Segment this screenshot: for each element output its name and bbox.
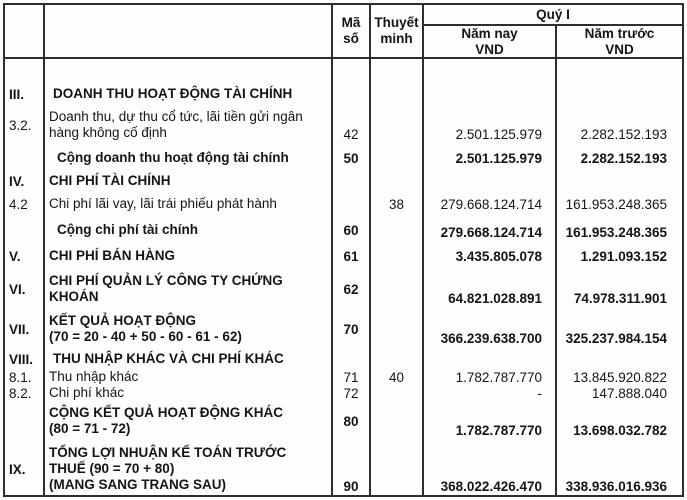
prior-year-currency: VND xyxy=(605,42,634,58)
thuyet-minh-cell xyxy=(371,385,424,401)
row-index: VI. xyxy=(5,269,45,309)
ma-so-cell: 72 xyxy=(333,385,371,401)
ma-so-cell: 60 xyxy=(333,217,371,243)
nam-truoc-cell: 13.845.920.822 xyxy=(573,369,667,385)
row-index: 4.2 xyxy=(5,191,45,217)
ma-so-cell: 71 xyxy=(333,369,371,385)
nam-nay-cell: 1.782.787.770 xyxy=(424,401,557,441)
description-cell: Chi phí lãi vay, lãi trái phiếu phát hành xyxy=(45,191,333,217)
nam-truoc-cell: 1.291.093.152 xyxy=(580,248,667,264)
description-cell: CHI PHÍ TÀI CHÍNH xyxy=(45,171,333,191)
nam-nay-cell: 368.022.426.470 xyxy=(424,441,557,497)
header-prior-year xyxy=(557,26,682,58)
ma-so-cell: 70 xyxy=(333,309,371,349)
header-quarter-label: Quý I xyxy=(424,5,682,26)
header-note-column: Thuyết minh xyxy=(371,5,424,57)
table-row xyxy=(5,269,682,309)
description-cell: CỘNG KẾT QUẢ HOẠT ĐỘNG KHÁC (80 = 71 - 72) xyxy=(45,401,333,441)
nam-truoc-cell xyxy=(557,83,682,105)
table-row xyxy=(5,369,682,385)
nam-truoc-cell: 338.936.016.936 xyxy=(565,479,667,494)
thuyet-minh-cell xyxy=(371,401,424,441)
nam-truoc-cell: 161.953.248.365 xyxy=(565,225,667,240)
description-cell: CHI PHÍ QUẢN LÝ CÔNG TY CHỨNG KHOÁN xyxy=(45,269,333,309)
ma-so-cell xyxy=(333,171,371,191)
description-cell: TỔNG LỢI NHUẬN KẾ TOÁN TRƯỚC THUẾ (90 = 70 + 80) (MANG SANG TRANG SAU) xyxy=(45,441,333,497)
thuyet-minh-cell: 38 xyxy=(371,191,424,217)
table-row xyxy=(5,401,682,441)
table-header xyxy=(5,5,682,59)
nam-nay-cell: 366.239.638.700 xyxy=(424,309,557,349)
description-cell: Doanh thu, dự thu cổ tức, lãi tiền gửi ngân hàng không cố định xyxy=(45,105,333,145)
description-cell: Chi phí khác xyxy=(45,385,333,401)
thuyet-minh-cell: 40 xyxy=(371,369,424,385)
nam-nay-cell: 279.668.124.714 xyxy=(424,191,557,217)
thuyet-minh-cell xyxy=(371,349,424,369)
ma-so-cell: 61 xyxy=(333,243,371,269)
table-row xyxy=(5,441,682,497)
nam-nay-cell: 3.435.805.078 xyxy=(424,243,557,269)
table-row xyxy=(5,385,682,401)
nam-nay-cell: 279.668.124.714 xyxy=(424,217,557,243)
header-empty-index xyxy=(5,5,45,57)
thuyet-minh-cell xyxy=(371,217,424,243)
nam-nay-cell xyxy=(424,349,557,369)
thuyet-minh-cell xyxy=(371,145,424,171)
header-code-column: Mã số xyxy=(333,5,371,57)
ma-so-cell: 62 xyxy=(333,269,371,309)
nam-nay-cell: 64.821.028.891 xyxy=(424,269,557,309)
description-cell: KẾT QUẢ HOẠT ĐỘNG (70 = 20 - 40 + 50 - 60 - 61 - 62) xyxy=(45,309,333,349)
thuyet-minh-cell xyxy=(371,83,424,105)
row-index xyxy=(5,217,45,243)
ma-so-cell: 90 xyxy=(333,441,371,497)
table-row xyxy=(5,349,682,369)
income-statement-table xyxy=(3,3,684,497)
nam-nay-cell: 1.782.787.770 xyxy=(424,369,557,385)
header-current-year xyxy=(424,26,557,58)
row-index: 8.2. xyxy=(5,385,45,401)
table-row xyxy=(5,171,682,191)
ma-so-cell xyxy=(333,191,371,217)
nam-nay-cell: 2.501.125.979 xyxy=(424,145,557,171)
description-cell: Cộng chi phí tài chính xyxy=(45,217,333,243)
nam-nay-cell: - xyxy=(424,385,557,401)
table-row xyxy=(5,217,682,243)
ma-so-cell xyxy=(333,349,371,369)
nam-nay-cell: 2.501.125.979 xyxy=(424,105,557,145)
prior-year-label: Năm trước xyxy=(584,26,655,41)
nam-truoc-cell: 2.282.152.193 xyxy=(580,127,667,142)
nam-truoc-cell: 161.953.248.365 xyxy=(565,196,667,212)
row-index xyxy=(5,401,45,441)
thuyet-minh-cell xyxy=(371,309,424,349)
nam-nay-cell xyxy=(424,171,557,191)
thuyet-minh-cell xyxy=(371,171,424,191)
row-index: V. xyxy=(5,243,45,269)
row-index: IV. xyxy=(5,171,45,191)
thuyet-minh-cell xyxy=(371,243,424,269)
nam-nay-cell xyxy=(424,83,557,105)
description-cell: Thu nhập khác xyxy=(45,369,333,385)
table-row xyxy=(5,105,682,145)
nam-truoc-cell: 74.978.311.901 xyxy=(573,291,667,306)
table-row xyxy=(5,145,682,171)
nam-truoc-cell: 325.237.984.154 xyxy=(565,331,667,346)
description-cell: THU NHẬP KHÁC VÀ CHI PHÍ KHÁC xyxy=(45,349,333,369)
current-year-currency: VND xyxy=(475,42,504,58)
header-empty-description xyxy=(45,5,333,57)
current-year-label: Năm nay xyxy=(461,26,518,41)
thuyet-minh-cell xyxy=(371,105,424,145)
header-quarter-group xyxy=(424,5,682,57)
table-row xyxy=(5,83,682,105)
description-cell: DOANH THU HOẠT ĐỘNG TÀI CHÍNH xyxy=(45,83,333,105)
nam-truoc-cell: 13.698.032.782 xyxy=(573,423,667,438)
thuyet-minh-cell xyxy=(371,269,424,309)
table-row xyxy=(5,309,682,349)
nam-truoc-cell xyxy=(557,171,682,191)
description-cell: Cộng doanh thu hoạt động tài chính xyxy=(45,145,333,171)
thuyet-minh-cell xyxy=(371,441,424,497)
row-index: 3.2. xyxy=(5,105,45,145)
ma-so-cell: 50 xyxy=(333,145,371,171)
nam-truoc-cell xyxy=(557,349,682,369)
table-row-spacer xyxy=(5,59,682,83)
row-index: VII. xyxy=(5,309,45,349)
row-index: III. xyxy=(5,83,45,105)
description-cell: CHI PHÍ BÁN HÀNG xyxy=(45,243,333,269)
table-row xyxy=(5,243,682,269)
header-year-columns xyxy=(424,26,682,58)
row-index: IX. xyxy=(5,441,45,497)
row-index: 8.1. xyxy=(5,369,45,385)
ma-so-cell xyxy=(333,83,371,105)
table-row xyxy=(5,191,682,217)
ma-so-cell: 80 xyxy=(333,401,371,441)
ma-so-cell: 42 xyxy=(333,105,371,145)
nam-truoc-cell: 147.888.040 xyxy=(591,385,667,401)
nam-truoc-cell: 2.282.152.193 xyxy=(580,150,667,166)
row-index xyxy=(5,145,45,171)
row-index: VIII. xyxy=(5,349,45,369)
